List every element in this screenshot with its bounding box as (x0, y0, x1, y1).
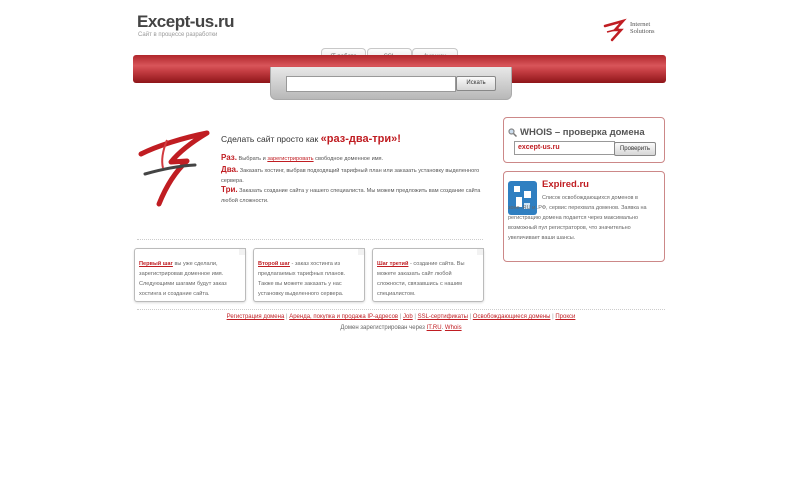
hero-divider (137, 239, 483, 240)
expired-description (508, 193, 656, 243)
hero-heading-prefix: Сделать сайт просто как (221, 134, 319, 144)
step-box-third-body: - создание сайта. Вы можете заказать сайт любой сложности, связавшись с нашим специалистом. (377, 261, 465, 297)
brand-logo-icon (603, 18, 629, 42)
step-box-third-title[interactable]: Шаг третий (377, 261, 409, 267)
step-box-first (134, 248, 246, 302)
brand-line-2: Solutions (630, 28, 655, 35)
footer-link-ssl[interactable]: SSL-сертификаты (417, 314, 468, 320)
footer-links (137, 314, 665, 320)
box-corner (239, 248, 246, 255)
footer-separator: | (414, 314, 416, 320)
footer-link-itru[interactable]: IT.RU (426, 325, 442, 331)
footer-separator: | (285, 314, 288, 320)
whois-widget (503, 117, 665, 163)
footer-note (137, 325, 665, 331)
step-box-second-title[interactable]: Второй шаг (258, 261, 290, 267)
step-three-word: Три. (221, 185, 238, 194)
footer-separator: | (399, 314, 402, 320)
footer-divider (137, 309, 665, 310)
step-two (221, 165, 483, 186)
hero-heading-accent: «раз-два-три»! (320, 133, 401, 145)
footer-link-domain-registration[interactable]: Регистрация домена (226, 314, 285, 320)
box-corner (358, 248, 365, 255)
hero-heading (221, 133, 401, 145)
step-one (221, 153, 483, 164)
box-corner (477, 248, 484, 255)
brand-line-1: Internet (630, 21, 651, 28)
step-three (221, 185, 483, 206)
step-box-second (253, 248, 365, 302)
site-tagline: Сайт в процессе разработки (138, 32, 218, 38)
footer-link-expiring-domains[interactable]: Освобождающиеся домены (472, 314, 551, 320)
brand-name (630, 21, 655, 35)
site-title: Except-us.ru (137, 12, 234, 31)
step-box-second-text (254, 249, 364, 299)
step-box-third (372, 248, 484, 302)
step-box-first-body: вы уже сделали, зарегистрировав доменное имя. Следующими шагами будут заказ хостинга и создание сайта. (139, 261, 227, 297)
step-three-text: Заказать создание сайта у нашего специалиста. Мы можем предложить вам создание сайта любой сложности. (221, 188, 481, 204)
whois-title: WHOIS – проверка домена (520, 127, 645, 138)
footer-link-ip-addresses[interactable]: Аренда, покупка и продажа IP-адресов (289, 314, 399, 320)
footer-separator: | (552, 314, 554, 320)
footer-link-proxy[interactable]: Прокси (555, 314, 576, 320)
step-two-word: Два. (221, 165, 239, 174)
register-link[interactable]: зарегистрировать (267, 156, 314, 162)
footer-note-prefix: Домен зарегистрирован через (340, 325, 425, 331)
step-one-post: свободное доменное имя. (315, 156, 384, 162)
search-icon (508, 128, 517, 137)
step-two-text: Заказать хостинг, выбрав подходящий тарифный план или заказать установку выделенного сервера. (221, 168, 480, 184)
expired-title[interactable]: Expired.ru (542, 179, 589, 190)
step-box-third-text (373, 249, 483, 299)
step-one-pre: Выбрать и (238, 156, 266, 162)
expired-text-first: Список освобождающихся доменов в (542, 195, 638, 201)
whois-check-button[interactable]: Проверить (614, 142, 656, 156)
step-box-first-text (135, 249, 245, 299)
whois-input[interactable]: except-us.ru (514, 141, 615, 155)
search-button[interactable]: Искать (456, 76, 496, 91)
footer-separator: | (469, 314, 472, 320)
search-input[interactable] (286, 76, 456, 92)
footer-link-job[interactable]: Job (403, 314, 413, 320)
footer-note-divider: . (441, 325, 445, 331)
step-box-first-title[interactable]: Первый шаг (139, 261, 173, 267)
step-box-second-body: - заказ хостинга из предлагаемых тарифных планов. Также вы можете заказать у нас установку выделенного сервера. (258, 261, 346, 297)
expired-text-rest: зоне .RU и .РФ, сервис перехвата доменов. Заявка на регистрацию домена подается через максимально возможный пул регистраторов, что значительно увеличивает ваши шансы. (508, 205, 647, 241)
step-one-word: Раз. (221, 153, 237, 162)
footer-link-whois[interactable]: Whois (444, 325, 462, 331)
hero-logo-icon (137, 130, 211, 208)
